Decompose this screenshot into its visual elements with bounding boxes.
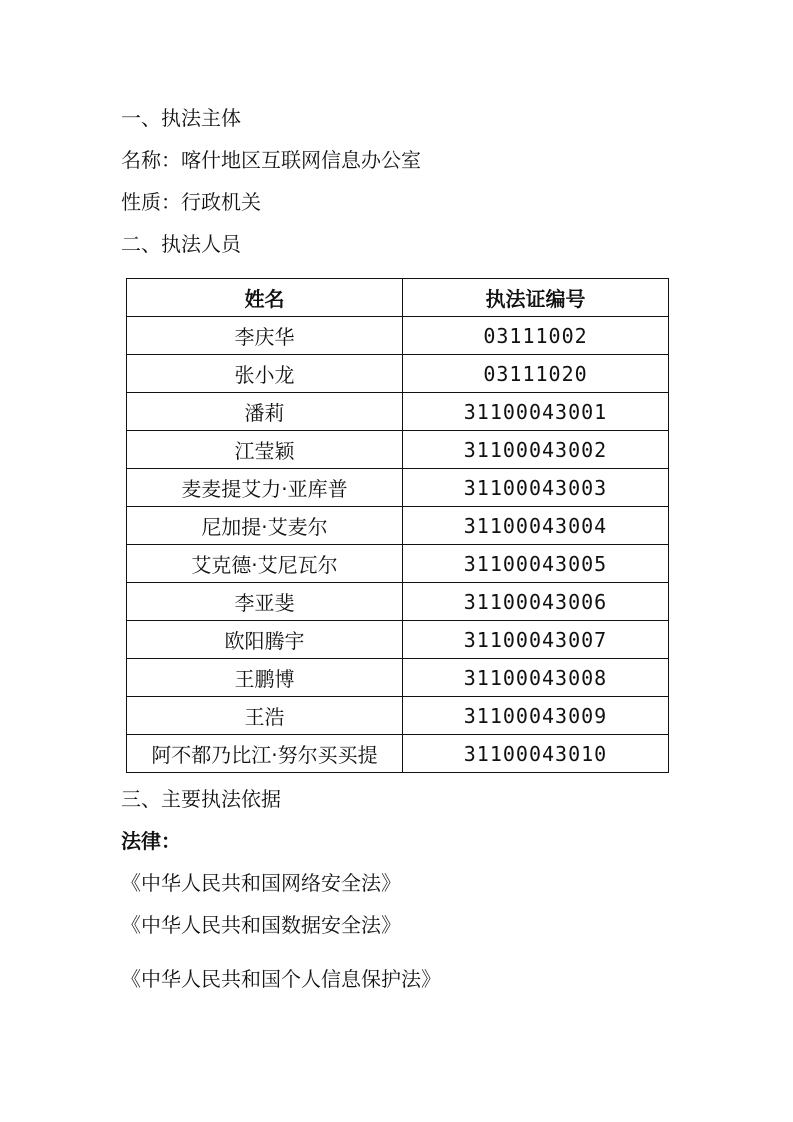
table-row (127, 355, 669, 393)
column-header-name: 姓名 (127, 279, 403, 317)
table-row (127, 697, 669, 735)
table-row (127, 393, 669, 431)
officer-name: 王浩 (127, 697, 403, 735)
officer-name: 艾克德·艾尼瓦尔 (127, 545, 403, 583)
certificate-number: 31100043004 (403, 507, 669, 545)
officer-name: 李亚斐 (127, 583, 403, 621)
certificate-number: 31100043006 (403, 583, 669, 621)
column-header-cert: 执法证编号 (403, 279, 669, 317)
officer-name: 欧阳腾宇 (127, 621, 403, 659)
table-row (127, 621, 669, 659)
agency-name-line: 名称：喀什地区互联网信息办公室 (121, 148, 421, 172)
law-item-cybersecurity: 《中华人民共和国网络安全法》 (121, 871, 401, 895)
certificate-number: 31100043007 (403, 621, 669, 659)
law-item-personal-information: 《中华人民共和国个人信息保护法》 (121, 967, 441, 991)
certificate-number: 31100043008 (403, 659, 669, 697)
table-row (127, 507, 669, 545)
officer-name: 江莹颖 (127, 431, 403, 469)
table-row (127, 659, 669, 697)
agency-nature-line: 性质：行政机关 (121, 190, 261, 214)
table-row (127, 469, 669, 507)
table-row (127, 583, 669, 621)
section-heading-subject: 一、执法主体 (121, 106, 241, 130)
officer-name: 潘莉 (127, 393, 403, 431)
section-heading-basis: 三、主要执法依据 (121, 787, 281, 811)
table-header-row (127, 279, 669, 317)
officer-name: 尼加提·艾麦尔 (127, 507, 403, 545)
certificate-number: 03111020 (403, 355, 669, 393)
certificate-number: 31100043003 (403, 469, 669, 507)
section-heading-personnel: 二、执法人员 (121, 232, 241, 256)
officer-name: 李庆华 (127, 317, 403, 355)
officer-name: 王鹏博 (127, 659, 403, 697)
law-item-data-security: 《中华人民共和国数据安全法》 (121, 913, 401, 937)
table-row (127, 545, 669, 583)
certificate-number: 31100043002 (403, 431, 669, 469)
certificate-number: 31100043001 (403, 393, 669, 431)
law-label: 法律： (121, 829, 181, 853)
table-row (127, 431, 669, 469)
certificate-number: 03111002 (403, 317, 669, 355)
officers-table (126, 278, 669, 773)
certificate-number: 31100043005 (403, 545, 669, 583)
officer-name: 麦麦提艾力·亚库普 (127, 469, 403, 507)
officer-name: 张小龙 (127, 355, 403, 393)
certificate-number: 31100043009 (403, 697, 669, 735)
table-row (127, 735, 669, 773)
certificate-number: 31100043010 (403, 735, 669, 773)
table-row (127, 317, 669, 355)
officer-name: 阿不都乃比江·努尔买买提 (127, 735, 403, 773)
